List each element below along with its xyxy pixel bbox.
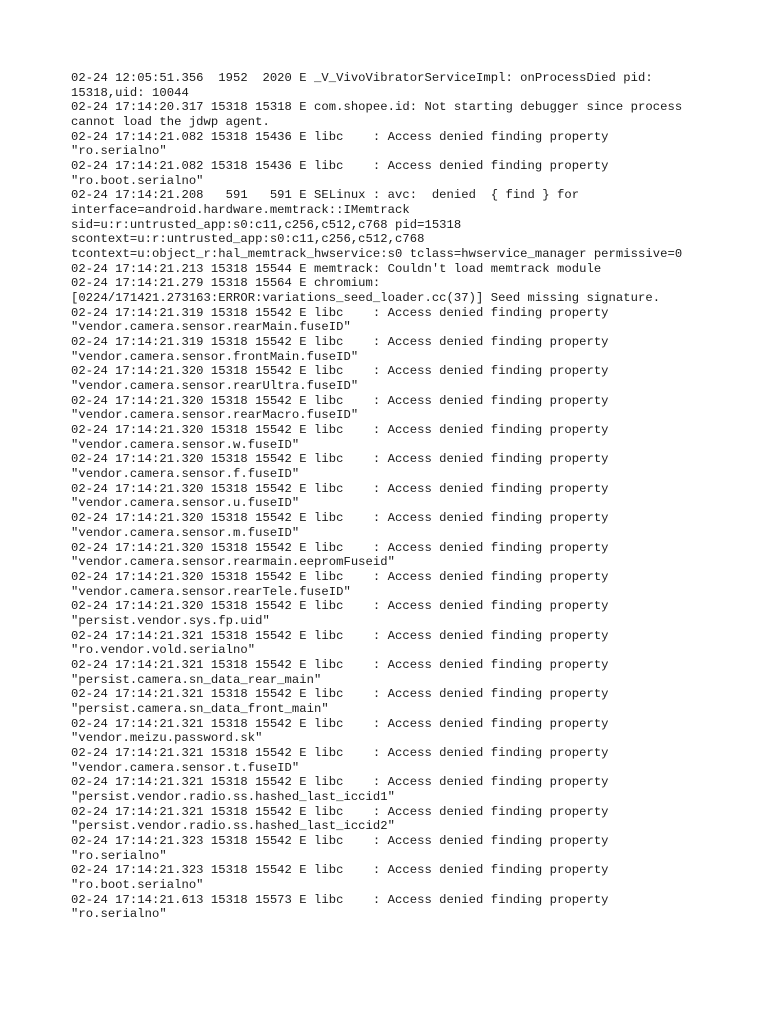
log-line: 02-24 17:14:21.320 15318 15542 E libc : Access denied finding property bbox=[71, 481, 609, 496]
log-line: "ro.vendor.vold.serialno" bbox=[71, 643, 256, 658]
log-line: 02-24 17:14:21.320 15318 15542 E libc : Access denied finding property bbox=[71, 599, 609, 614]
log-line: 02-24 17:14:20.317 15318 15318 E com.shopee.id: Not starting debugger since process bbox=[71, 100, 683, 115]
log-line: "vendor.camera.sensor.t.fuseID" bbox=[71, 760, 300, 775]
log-line: 02-24 17:14:21.613 15318 15573 E libc : Access denied finding property bbox=[71, 892, 609, 907]
log-line: 02-24 17:14:21.082 15318 15436 E libc : Access denied finding property bbox=[71, 129, 609, 144]
log-line: cannot load the jdwp agent. bbox=[71, 115, 270, 130]
log-line: "vendor.meizu.password.sk" bbox=[71, 731, 263, 746]
log-line: tcontext=u:object_r:hal_memtrack_hwservice:s0 tclass=hwservice_manager permissive=0 bbox=[71, 247, 683, 262]
log-line: 02-24 17:14:21.213 15318 15544 E memtrack: Couldn't load memtrack module bbox=[71, 261, 602, 276]
log-line: "persist.camera.sn_data_rear_main" bbox=[71, 672, 322, 687]
log-line: "vendor.camera.sensor.m.fuseID" bbox=[71, 525, 300, 540]
log-line: "ro.boot.serialno" bbox=[71, 877, 204, 892]
log-line: 02-24 17:14:21.320 15318 15542 E libc : Access denied finding property bbox=[71, 393, 609, 408]
log-line: 02-24 17:14:21.208 591 591 E SELinux : avc: denied { find } for bbox=[71, 188, 580, 203]
log-line: "vendor.camera.sensor.rearUltra.fuseID" bbox=[71, 379, 359, 394]
log-line: 02-24 17:14:21.320 15318 15542 E libc : Access denied finding property bbox=[71, 569, 609, 584]
log-line: 02-24 17:14:21.320 15318 15542 E libc : Access denied finding property bbox=[71, 364, 609, 379]
log-line: 02-24 17:14:21.319 15318 15542 E libc : Access denied finding property bbox=[71, 305, 609, 320]
log-line: 02-24 17:14:21.320 15318 15542 E libc : Access denied finding property bbox=[71, 452, 609, 467]
log-line: "persist.camera.sn_data_front_main" bbox=[71, 701, 329, 716]
log-line: "vendor.camera.sensor.w.fuseID" bbox=[71, 437, 300, 452]
log-line: 02-24 17:14:21.320 15318 15542 E libc : Access denied finding property bbox=[71, 511, 609, 526]
log-line: "persist.vendor.sys.fp.uid" bbox=[71, 613, 270, 628]
log-line: interface=android.hardware.memtrack::IMemtrack bbox=[71, 203, 410, 218]
log-line: "vendor.camera.sensor.f.fuseID" bbox=[71, 467, 300, 482]
log-line: "persist.vendor.radio.ss.hashed_last_iccid2" bbox=[71, 819, 396, 834]
log-line: 15318,uid: 10044 bbox=[71, 85, 189, 100]
log-line: 02-24 12:05:51.356 1952 2020 E _V_VivoVibratorServiceImpl: onProcessDied pid: bbox=[71, 71, 653, 85]
log-line: 02-24 17:14:21.321 15318 15542 E libc : Access denied finding property bbox=[71, 716, 609, 731]
log-line: "ro.serialno" bbox=[71, 907, 167, 922]
log-line: 02-24 17:14:21.082 15318 15436 E libc : Access denied finding property bbox=[71, 159, 609, 174]
log-line: 02-24 17:14:21.279 15318 15564 E chromium: bbox=[71, 276, 381, 291]
log-line: "ro.serialno" bbox=[71, 144, 167, 159]
log-line: "vendor.camera.sensor.rearTele.fuseID" bbox=[71, 584, 351, 599]
log-line: 02-24 17:14:21.321 15318 15542 E libc : Access denied finding property bbox=[71, 745, 609, 760]
log-line: "ro.serialno" bbox=[71, 848, 167, 863]
log-line: "vendor.camera.sensor.rearmain.eepromFuseid" bbox=[71, 555, 396, 570]
log-line: sid=u:r:untrusted_app:s0:c11,c256,c512,c768 pid=15318 bbox=[71, 217, 462, 232]
log-line: 02-24 17:14:21.321 15318 15542 E libc : Access denied finding property bbox=[71, 775, 609, 790]
log-line: "vendor.camera.sensor.u.fuseID" bbox=[71, 496, 300, 511]
log-line: 02-24 17:14:21.321 15318 15542 E libc : Access denied finding property bbox=[71, 657, 609, 672]
log-line: 02-24 17:14:21.321 15318 15542 E libc : Access denied finding property bbox=[71, 804, 609, 819]
log-line: "vendor.camera.sensor.frontMain.fuseID" bbox=[71, 349, 359, 364]
log-line: 02-24 17:14:21.321 15318 15542 E libc : Access denied finding property bbox=[71, 687, 609, 702]
log-line: 02-24 17:14:21.320 15318 15542 E libc : Access denied finding property bbox=[71, 423, 609, 438]
log-line: "ro.boot.serialno" bbox=[71, 173, 204, 188]
log-line: "vendor.camera.sensor.rearMacro.fuseID" bbox=[71, 408, 359, 423]
log-line: [0224/171421.273163:ERROR:variations_seed_loader.cc(37)] Seed missing signature. bbox=[71, 291, 661, 306]
log-line: "vendor.camera.sensor.rearMain.fuseID" bbox=[71, 320, 351, 335]
log-line: scontext=u:r:untrusted_app:s0:c11,c256,c512,c768 bbox=[71, 232, 425, 247]
log-text-body bbox=[71, 71, 731, 922]
log-line: 02-24 17:14:21.321 15318 15542 E libc : Access denied finding property bbox=[71, 628, 609, 643]
log-line: 02-24 17:14:21.319 15318 15542 E libc : Access denied finding property bbox=[71, 335, 609, 350]
log-line: "persist.vendor.radio.ss.hashed_last_iccid1" bbox=[71, 789, 396, 804]
log-line: 02-24 17:14:21.320 15318 15542 E libc : Access denied finding property bbox=[71, 540, 609, 555]
log-line: 02-24 17:14:21.323 15318 15542 E libc : Access denied finding property bbox=[71, 863, 609, 878]
log-line: 02-24 17:14:21.323 15318 15542 E libc : Access denied finding property bbox=[71, 833, 609, 848]
